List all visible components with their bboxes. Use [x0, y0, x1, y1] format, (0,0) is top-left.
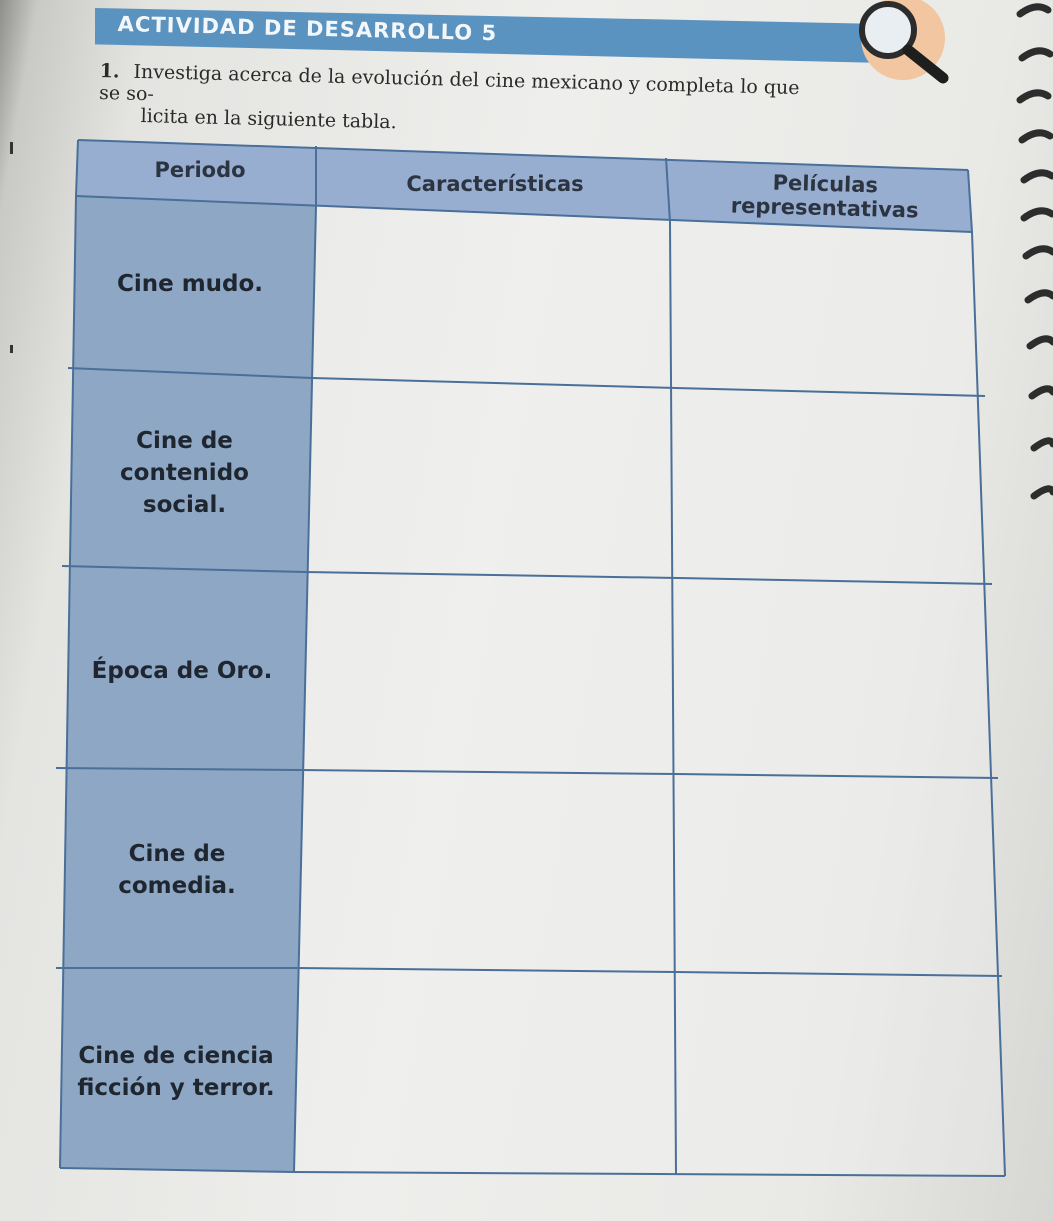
cell-caracteristicas-contenido-social[interactable]: [314, 382, 674, 570]
period-cine-mudo: Cine mudo.: [116, 271, 264, 297]
instruction-line-2: licita en la siguiente tabla.: [140, 105, 397, 134]
cell-caracteristicas-ciencia-ficcion[interactable]: [298, 972, 674, 1168]
cell-caracteristicas-epoca-de-oro[interactable]: [308, 576, 676, 768]
cell-peliculas-cine-mudo[interactable]: [674, 236, 972, 386]
cell-peliculas-epoca-de-oro[interactable]: [682, 584, 992, 774]
instruction-line-1: Investiga acerca de la evolución del cine mexicano y completa lo que se so-: [98, 60, 800, 106]
cell-peliculas-contenido-social[interactable]: [680, 394, 985, 578]
header-caracteristicas: Características: [406, 172, 584, 196]
cell-caracteristicas-comedia[interactable]: [302, 774, 674, 968]
period-epoca-de-oro: Época de Oro.: [91, 658, 273, 684]
period-cine-contenido-social: Cine de contenido social.: [120, 428, 249, 518]
period-ciencia-ficcion-terror: Cine de ciencia ficción y terror.: [77, 1043, 275, 1101]
header-periodo: Periodo: [154, 158, 246, 182]
header-peliculas: Películas representativas: [730, 170, 919, 223]
cell-peliculas-ciencia-ficcion[interactable]: [680, 976, 1002, 1172]
period-cine-comedia: Cine de comedia.: [118, 841, 236, 899]
cell-peliculas-comedia[interactable]: [680, 778, 998, 972]
activity-title: ACTIVIDAD DE DESARROLLO 5: [117, 12, 498, 46]
cell-caracteristicas-cine-mudo[interactable]: [320, 212, 664, 376]
instruction-number: 1.: [99, 60, 120, 83]
